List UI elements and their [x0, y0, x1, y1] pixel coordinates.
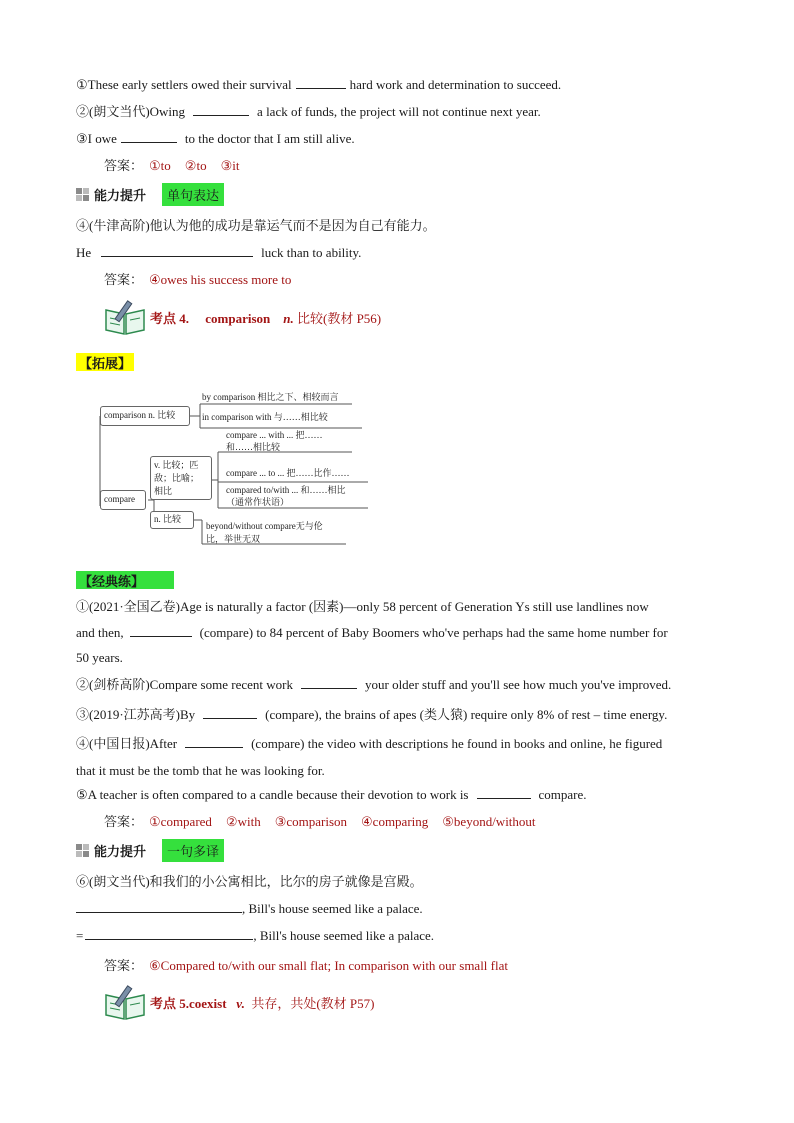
mindmap-n1-b: 比，举世无双 [206, 534, 261, 544]
book-pencil-icon [104, 298, 146, 336]
answer-label: 答案： [104, 814, 144, 829]
ability-2-line-2 [76, 927, 434, 945]
exercise-1-question-2 [76, 103, 541, 121]
mindmap-v2: compare ... to ... 把……比作…… [226, 468, 350, 478]
ability-header-2 [76, 840, 224, 860]
exercise-2-question-1 [76, 598, 718, 616]
exercise-2-question-5 [76, 786, 587, 804]
blank [477, 786, 531, 799]
exercise-2-question-2 [76, 676, 671, 694]
q2-after: your older stuff and you'll see how much you've improved. [364, 677, 672, 692]
q5-after: compare. [538, 787, 587, 802]
q3-text: ③I owe [76, 131, 117, 146]
ability-1-question: ④(牛津高阶)他认为他的成功是靠运气而不是因为自己有能力。 [76, 218, 436, 233]
q2-text: ②(剑桥高阶)Compare some recent work [76, 677, 293, 692]
ability-2-question: ⑥(朗文当代)和我们的小公寓相比，比尔的房子就像是宫殿。 [76, 874, 423, 889]
classic-header: 【经典练】 [76, 571, 174, 589]
blank [203, 706, 257, 719]
kp-meaning: 共存，共处(教材 P57) [251, 995, 375, 1011]
tag-label: 一句多译 [162, 839, 224, 862]
q2-after: a lack of funds, the project will not continue next year. [257, 104, 541, 119]
key-point-5-text [150, 993, 374, 1012]
mindmap-v1-a: compare ... with ... 把…… [226, 430, 323, 440]
mindmap-v1-b: 和……相比较 [226, 442, 281, 452]
answer-2: ②to [184, 158, 207, 173]
q3-text: ③(2019·江苏高考)By [76, 707, 196, 722]
answer-label: 答案： [104, 958, 144, 973]
q3-after: to the doctor that I am still alive. [184, 131, 355, 146]
q2-text: ②(朗文当代)Owing [76, 104, 186, 119]
mindmap-node-comparison-text: comparison n. 比较 [104, 410, 176, 420]
exercise-2-answer [104, 813, 550, 831]
key-point-4 [104, 297, 381, 337]
answer-text: ④owes his success more to [149, 272, 292, 287]
answer-2: ②with [225, 814, 261, 829]
q4-text: ④(中国日报)After [76, 736, 178, 751]
mindmap-r1a: by comparison 相比之下、相较而言 [202, 392, 339, 402]
answer-4: ④comparing [361, 814, 429, 829]
q4-after: luck than to ability. [261, 245, 362, 260]
mindmap-noun-text: n. 比较 [154, 514, 182, 524]
squares-icon [76, 188, 89, 201]
mindmap-verb-2: 敌；比喻； [154, 473, 200, 483]
blank [85, 927, 253, 940]
ability-1-line [76, 244, 361, 262]
q4-after: (compare) the video with descriptions he found in books and online, he figured [251, 736, 663, 751]
line2-after: , Bill's house seemed like a palace. [253, 928, 435, 943]
blank [296, 76, 346, 89]
answer-3: ③comparison [274, 814, 348, 829]
mindmap-verb-1: v. 比较；匹 [154, 460, 199, 470]
exercise-2-question-1b [76, 624, 668, 642]
kp-meaning: 比较(教材 P56) [297, 310, 382, 326]
answer-label: 答案： [104, 158, 144, 173]
answer-1: ①to [149, 158, 171, 173]
blank [301, 676, 357, 689]
blank [121, 130, 177, 143]
blank [193, 103, 249, 116]
exercise-2-question-4 [76, 735, 662, 753]
q1-line-b: and then, [76, 625, 124, 640]
squares-icon [76, 844, 89, 857]
exercise-2-question-4b: that it must be the tomb that he was looking for. [76, 763, 325, 778]
tag-label: 单句表达 [162, 183, 224, 206]
ability-2-answer [104, 957, 522, 975]
equals-sign: = [76, 928, 84, 943]
section-title: 能力提升 [94, 843, 147, 859]
answer-label: 答案： [104, 272, 144, 287]
answer-text: ⑥Compared to/with our small flat; In comparison with our small flat [149, 958, 508, 973]
q1-line-b-after: (compare) to 84 percent of Baby Boomers who've perhaps had the same home number for [199, 625, 668, 640]
kp-word: comparison [205, 310, 271, 326]
q3-after: (compare), the brains of apes (类人猿) require only 8% of rest – time energy. [265, 707, 668, 722]
mindmap-n1-a: beyond/without compare无与伦 [206, 521, 323, 531]
book-pencil-icon [104, 983, 146, 1021]
kp-prefix: 考点 5.coexist [150, 995, 227, 1011]
q1-text: ①These early settlers owed their survival [76, 77, 292, 92]
blank [101, 244, 253, 257]
mindmap-v3-a: compared to/with ... 和……相比 [226, 485, 346, 495]
kp-pos: v. [236, 995, 245, 1011]
exercise-1-question-3 [76, 130, 355, 148]
section-title: 能力提升 [94, 187, 147, 203]
kp-prefix: 考点 4. [150, 310, 190, 326]
q5-text: ⑤A teacher is often compared to a candle because their devotion to work is [76, 787, 469, 802]
expand-header: 【拓展】 [76, 353, 134, 371]
key-point-5 [104, 982, 374, 1022]
ability-header-1 [76, 184, 224, 204]
line1-after: , Bill's house seemed like a palace. [242, 901, 423, 916]
mindmap-node-compare-text: compare [104, 494, 135, 504]
exercise-2-question-1c: 50 years. [76, 650, 123, 665]
he-text: He [76, 245, 92, 260]
exercise-1-question-1 [76, 76, 561, 94]
answer-1: ①compared [149, 814, 212, 829]
exercise-2-question-3 [76, 706, 667, 724]
q1-line-a: ①(2021·全国乙卷)Age is naturally a factor (因素)—only 58 percent of Generation Ys still use landlines now [76, 599, 649, 614]
ability-1-answer [104, 271, 305, 289]
exercise-1-answer [104, 157, 253, 175]
mindmap-v3-b: （通常作状语） [226, 497, 290, 507]
kp-pos: n. [283, 310, 294, 326]
q1-after: hard work and determination to succeed. [349, 77, 562, 92]
blank [185, 735, 243, 748]
answer-3: ③it [220, 158, 240, 173]
answer-5: ⑤beyond/without [442, 814, 536, 829]
blank [76, 900, 242, 913]
mindmap-r1b: in comparison with 与……相比较 [202, 412, 328, 422]
mindmap-verb-3: 相比 [154, 486, 173, 496]
ability-2-line-1 [76, 900, 423, 918]
key-point-4-text [150, 308, 381, 327]
blank [130, 624, 192, 637]
